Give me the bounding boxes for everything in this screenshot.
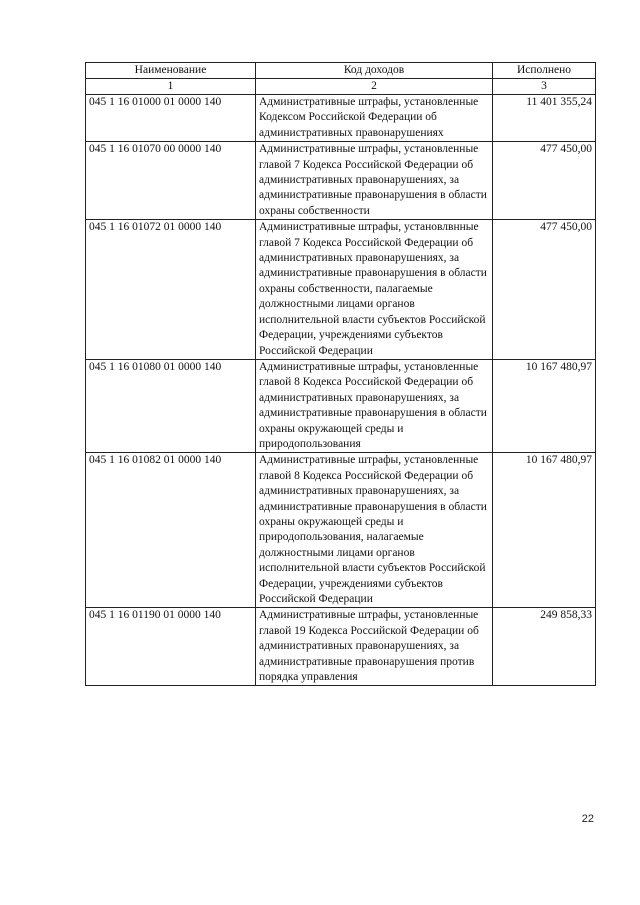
row-code: 045 1 16 01000 01 0000 140 xyxy=(86,95,256,142)
header-row xyxy=(86,63,596,79)
row-name: Административные штрафы, установленные главой 7 Кодекса Российской Федерации об административных правонарушениях, за административные правонарушения в области охраны собственности xyxy=(256,142,493,220)
header-revenue-code: Код доходов xyxy=(256,63,493,79)
table-row xyxy=(86,608,596,686)
row-name: Административные штрафы, установлвнные главой 7 Кодекса Российской Федерации об административных правонарушениях, за административные правонарушения в области охраны собственности, палагаемые должностными лицами органов исполнительной власти субъектов Российской Федерации, учреждениями субъектов Российской Федерации xyxy=(256,220,493,360)
revenue-table xyxy=(85,62,596,686)
column-number-2: 2 xyxy=(256,79,493,95)
row-code: 045 1 16 01082 01 0000 140 xyxy=(86,453,256,608)
row-code: 045 1 16 01072 01 0000 140 xyxy=(86,220,256,360)
row-amount: 477 450,00 xyxy=(493,142,596,220)
table-row xyxy=(86,359,596,452)
table-body xyxy=(86,95,596,686)
row-code: 045 1 16 01080 01 0000 140 xyxy=(86,359,256,452)
table-row xyxy=(86,95,596,142)
row-amount: 10 167 480,97 xyxy=(493,359,596,452)
row-name: Административные штрафы, установленные главой 8 Кодекса Российской Федерации об административных правонарушениях, за административные правонарушения в области охраны окружающей среды и природопользования xyxy=(256,359,493,452)
row-code: 045 1 16 01190 01 0000 140 xyxy=(86,608,256,686)
header-executed: Исполнено xyxy=(493,63,596,79)
table-row xyxy=(86,142,596,220)
header-name: Наименование xyxy=(86,63,256,79)
row-amount: 249 858,33 xyxy=(493,608,596,686)
row-amount: 10 167 480,97 xyxy=(493,453,596,608)
row-name: Административные штрафы, установленные главой 8 Кодекса Российской Федерации об административных правонарушениях, за административные правонарушения в области охраны окружающей среды и природопользования, налагаемые должностными лицами органов исполнительной власти субъектов Российской Федерации, учреждениями субъектов Российской Федерации xyxy=(256,453,493,608)
row-code: 045 1 16 01070 00 0000 140 xyxy=(86,142,256,220)
page-number: 22 xyxy=(581,813,594,825)
column-number-3: 3 xyxy=(493,79,596,95)
row-name: Административные штрафы, установленные Кодексом Российской Федерации об административных правонарушениях xyxy=(256,95,493,142)
row-amount: 11 401 355,24 xyxy=(493,95,596,142)
column-number-row xyxy=(86,79,596,95)
row-amount: 477 450,00 xyxy=(493,220,596,360)
table-header xyxy=(86,63,596,95)
table-row xyxy=(86,220,596,360)
column-number-1: 1 xyxy=(86,79,256,95)
row-name: Административные штрафы, установленные главой 19 Кодекса Российской Федерации об административных правонарушениях, за административные правонарушения против порядка управления xyxy=(256,608,493,686)
table-row xyxy=(86,453,596,608)
